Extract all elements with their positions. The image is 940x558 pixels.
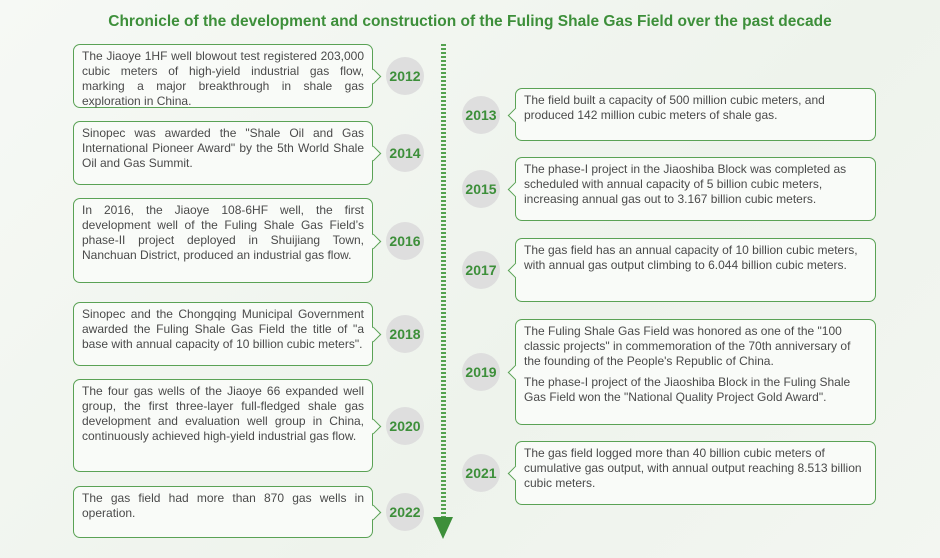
card-pointer [507,466,523,482]
event-text: The Fuling Shale Gas Field was honored as one of the "100 classic projects" in commemoration of the 70th anniversary of the founding of the People's Republic of China. [524,324,851,368]
card-pointer [365,505,381,521]
event-text: In 2016, the Jiaoye 108-6HF well, the first development well of the Fuling Shale Gas Field’s phase-II project deployed in Shuijiang Town, Nanchuan District, produced an industrial gas flow. [82,203,364,262]
event-card-2020 [73,379,373,472]
event-text: The gas field had more than 870 gas wells in operation. [82,491,364,520]
card-pointer [365,146,381,162]
year-badge-2021: 2021 [462,454,500,492]
card-pointer [507,107,523,123]
event-text: Sinopec was awarded the "Shale Oil and Gas International Pioneer Award" by the 5th World Shale Oil and Gas Summit. [82,126,364,170]
event-text: Sinopec and the Chongqing Municipal Government awarded the Fuling Shale Gas Field the title of "a base with annual capacity of 10 billion cubic meters". [82,307,364,351]
card-pointer [365,69,381,85]
event-text: The gas field logged more than 40 billion cubic meters of cumulative gas output, with annual output reaching 8.513 billion cubic meters. [524,446,862,490]
year-badge-2019: 2019 [462,353,500,391]
timeline-arrow-head [433,517,453,539]
year-badge-2017: 2017 [462,251,500,289]
event-card-2017 [515,238,876,302]
event-text: The phase-I project in the Jiaoshiba Block was completed as scheduled with annual capacity of 5 billion cubic meters, increasing annual gas out to 3.167 billion cubic meters. [524,162,847,206]
card-pointer [507,365,523,381]
card-pointer [365,233,381,249]
year-badge-2022: 2022 [386,493,424,531]
event-card-2012 [73,44,373,108]
event-card-2013 [515,88,876,141]
event-card-2019 [515,319,876,425]
event-card-2014 [73,121,373,185]
card-pointer [365,327,381,343]
event-text: The Jiaoye 1HF well blowout test registered 203,000 cubic meters of high-yield industrial gas flow, marking a major breakthrough in shale gas exploration in China. [82,49,364,108]
year-badge-2012: 2012 [386,57,424,95]
year-badge-2020: 2020 [386,407,424,445]
event-text: The phase-I project of the Jiaoshiba Block in the Fuling Shale Gas Field won the "National Quality Project Gold Award". [524,375,851,404]
event-text: The gas field has an annual capacity of 10 billion cubic meters, with annual gas output climbing to 6.044 billion cubic meters. [524,243,858,272]
event-card-2015 [515,157,876,221]
year-badge-2015: 2015 [462,170,500,208]
chronicle-title: Chronicle of the development and construction of the Fuling Shale Gas Field over the past decade [108,13,832,30]
event-card-2021 [515,441,876,505]
card-pointer [507,182,523,198]
year-badge-2014: 2014 [386,134,424,172]
timeline-axis [441,44,446,518]
event-card-2018 [73,302,373,366]
card-pointer [507,263,523,279]
event-text: The field built a capacity of 500 million cubic meters, and produced 142 million cubic meters of shale gas. [524,93,825,122]
card-pointer [365,418,381,434]
year-badge-2018: 2018 [386,315,424,353]
event-card-2016 [73,198,373,283]
event-text: The four gas wells of the Jiaoye 66 expanded well group, the first three-layer full-fledged shale gas development and evaluation well group in China, continuously achieved high-yield industrial gas flow. [82,384,364,443]
event-card-2022 [73,486,373,538]
year-badge-2013: 2013 [462,96,500,134]
year-badge-2016: 2016 [386,222,424,260]
